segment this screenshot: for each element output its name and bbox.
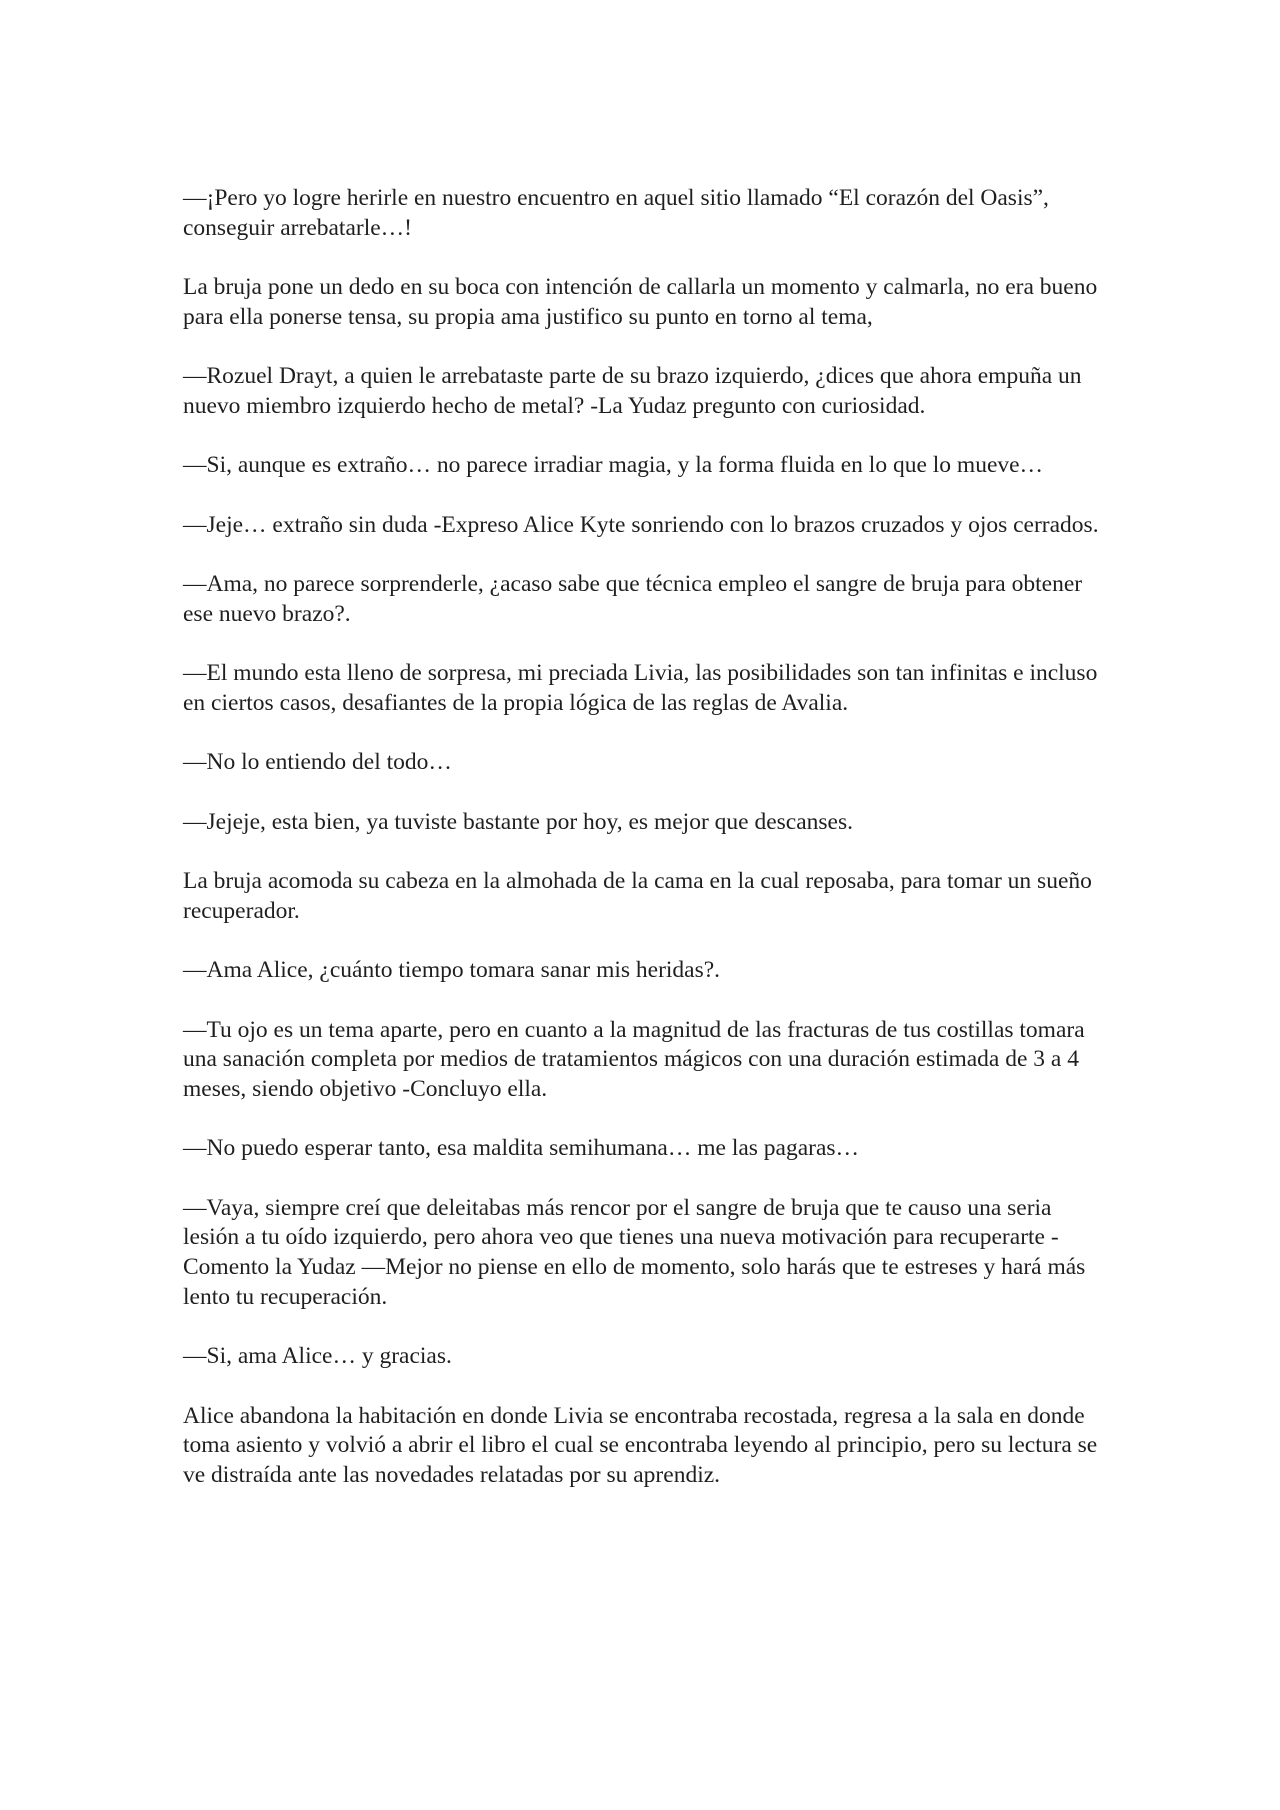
- paragraph: —Rozuel Drayt, a quien le arrebataste parte de su brazo izquierdo, ¿dices que ahora empuña un nuevo miembro izquierdo hecho de metal? -La Yudaz pregunto con curiosidad.: [183, 363, 1082, 419]
- paragraph: —Si, aunque es extraño… no parece irradiar magia, y la forma fluida en lo que lo mueve…: [183, 452, 1044, 479]
- paragraph: La bruja pone un dedo en su boca con intención de callarla un momento y calmarla, no era bueno para ella ponerse tensa, su propia ama justifico su punto en torno al tema,: [183, 274, 1098, 330]
- paragraph: —Tu ojo es un tema aparte, pero en cuanto a la magnitud de las fracturas de tus costillas tomara una sanación completa por medios de tratamientos mágicos con una duración estimada de 3 a 4 meses, siendo objetivo -Concluyo ella.: [183, 1016, 1085, 1102]
- paragraph: —Ama Alice, ¿cuánto tiempo tomara sanar mis heridas?.: [183, 957, 721, 984]
- paragraph: —Jeje… extraño sin duda -Expreso Alice Kyte sonriendo con lo brazos cruzados y ojos cerrados.: [183, 511, 1099, 538]
- document-body: [183, 184, 1103, 1520]
- paragraph: —El mundo esta lleno de sorpresa, mi preciada Livia, las posibilidades son tan infinitas e incluso en ciertos casos, desafiantes de la propia lógica de las reglas de Avalia.: [183, 660, 1098, 716]
- paragraph: —No lo entiendo del todo…: [183, 749, 452, 776]
- paragraph: La bruja acomoda su cabeza en la almohada de la cama en la cual reposaba, para tomar un sueño recuperador.: [183, 868, 1092, 924]
- paragraph: Alice abandona la habitación en donde Livia se encontraba recostada, regresa a la sala en donde toma asiento y volvió a abrir el libro el cual se encontraba leyendo al principio, pero su lectura se ve distraída ante las novedades relatadas por su aprendiz.: [183, 1402, 1098, 1488]
- paragraph: —Ama, no parece sorprenderle, ¿acaso sabe que técnica empleo el sangre de bruja para obtener ese nuevo brazo?.: [183, 571, 1083, 627]
- paragraph: —No puedo esperar tanto, esa maldita semihumana… me las pagaras…: [183, 1135, 860, 1162]
- paragraph: —Jejeje, esta bien, ya tuviste bastante por hoy, es mejor que descanses.: [183, 808, 853, 835]
- paragraph: —Vaya, siempre creí que deleitabas más rencor por el sangre de bruja que te causo una seria lesión a tu oído izquierdo, pero ahora veo que tienes una nueva motivación para recuperarte -Comento la Yudaz —Mejor no piense en ello de momento, solo harás que te estreses y hará más lento tu recuperación.: [183, 1194, 1086, 1310]
- paragraph: —¡Pero yo logre herirle en nuestro encuentro en aquel sitio llamado “El corazón del Oasis”, conseguir arrebatarle…!: [183, 185, 1049, 241]
- paragraph: —Si, ama Alice… y gracias.: [183, 1343, 452, 1370]
